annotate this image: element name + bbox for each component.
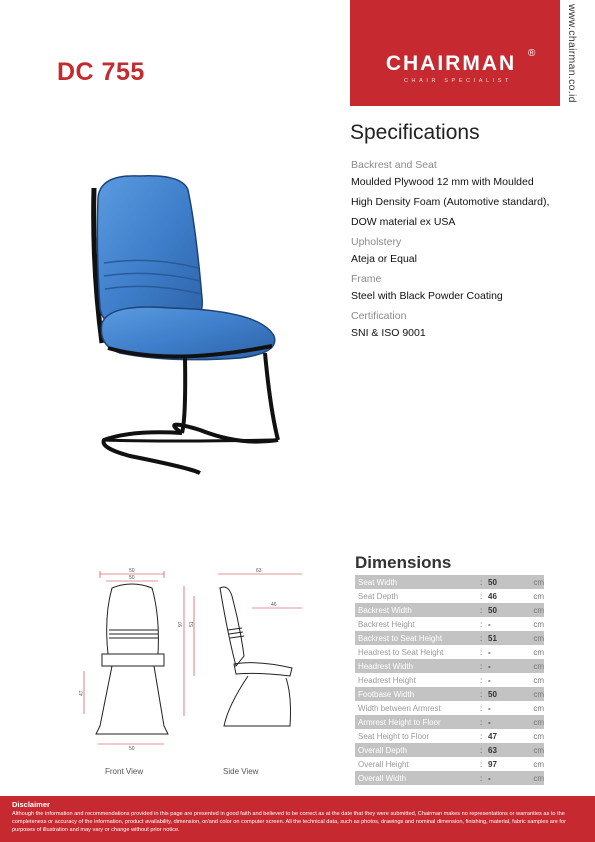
dimension-label: Backrest Height <box>358 619 415 629</box>
dimension-row <box>355 687 544 701</box>
dimension-label: Headrest to Seat Height <box>358 647 444 657</box>
dimension-label: Overall Height <box>358 759 409 769</box>
dimension-separator: : <box>480 717 483 727</box>
dimension-row <box>355 575 544 589</box>
dimension-value: 51 <box>488 633 497 643</box>
dimension-label: Headrest Width <box>358 661 414 671</box>
dimension-separator: : <box>480 731 483 741</box>
dimension-unit: cm <box>533 647 544 657</box>
front-base-label: 50 <box>129 746 135 752</box>
registered-mark: ® <box>528 48 536 59</box>
spec-label: Frame <box>351 273 382 285</box>
dimension-unit: cm <box>533 745 544 755</box>
dimension-unit: cm <box>533 577 544 587</box>
dimension-label: Overall Width <box>358 773 407 783</box>
specifications-list <box>351 158 576 346</box>
side-overall-height-label: 97 <box>178 621 184 627</box>
spec-value-line: Ateja or Equal <box>351 253 417 265</box>
dimension-row <box>355 771 544 785</box>
dimension-label: Overall Depth <box>358 745 407 755</box>
spec-value-line: SNI & ISO 9001 <box>351 327 426 339</box>
dimension-separator: : <box>480 605 483 615</box>
dimension-separator: : <box>480 773 483 783</box>
brand-logo-box <box>350 0 560 106</box>
dimension-value: 97 <box>488 759 497 769</box>
dimension-value: 47 <box>488 731 497 741</box>
dimension-row <box>355 729 544 743</box>
dimension-value: - <box>488 717 491 727</box>
dimension-unit: cm <box>533 619 544 629</box>
dimension-separator: : <box>480 675 483 685</box>
spec-label: Backrest and Seat <box>351 159 437 171</box>
dimension-separator: : <box>480 591 483 601</box>
dimension-separator: : <box>480 689 483 699</box>
dimension-value: 50 <box>488 577 497 587</box>
brand-name: CHAIRMAN <box>385 52 517 75</box>
disclaimer-bar <box>0 796 595 842</box>
dimension-separator: : <box>480 647 483 657</box>
dimension-label: Width between Armrest <box>358 703 441 713</box>
dimensions-title: Dimensions <box>355 553 452 572</box>
dimension-value: 50 <box>488 689 497 699</box>
dimension-row <box>355 757 544 771</box>
dimension-separator: : <box>480 759 483 769</box>
dimension-unit: cm <box>533 689 544 699</box>
dimension-unit: cm <box>533 633 544 643</box>
dimension-unit: cm <box>533 675 544 685</box>
dimension-row <box>355 701 544 715</box>
dimension-value: 46 <box>488 591 497 601</box>
spec-value <box>351 286 576 306</box>
brand-url[interactable]: www.chairman.co.id <box>566 4 578 103</box>
dimension-value: - <box>488 773 491 783</box>
spec-value <box>351 323 576 343</box>
spec-value <box>351 172 576 232</box>
product-model-title: DC 755 <box>57 58 145 86</box>
dimension-separator: : <box>480 633 483 643</box>
side-depth-label: 63 <box>256 568 262 574</box>
dimension-row <box>355 673 544 687</box>
dimension-value: - <box>488 675 491 685</box>
dimension-row <box>355 589 544 603</box>
dimension-label: Seat Depth <box>358 591 399 601</box>
dimensions-table <box>355 575 544 785</box>
dimension-unit: cm <box>533 661 544 671</box>
dimension-unit: cm <box>533 605 544 615</box>
dimension-label: Seat Width <box>358 577 398 587</box>
dimension-row <box>355 603 544 617</box>
dimension-unit: cm <box>533 773 544 783</box>
disclaimer-text: Although the information and recommendations provided in this page are presented in good faith and believed to be correct as at the date that they were submitted, Chairman makes no representations or warranties as to the completeness or accuracy of the information, product availability, dimension, or/and color on computer screen. All the technical data, such as photos, drawings and nominal dimension, finishing, material, fabric samples are for purposes of illustration and may vary or change without prior notice. <box>12 811 566 833</box>
dimension-separator: : <box>480 703 483 713</box>
front-width-label-2: 50 <box>129 575 135 581</box>
technical-drawings <box>78 566 318 781</box>
dimension-unit: cm <box>533 703 544 713</box>
dimension-value: - <box>488 661 491 671</box>
dimension-label: Backrest to Seat Height <box>358 633 443 643</box>
dimension-unit: cm <box>533 717 544 727</box>
dimension-value: - <box>488 619 491 629</box>
brand-tagline: CHAIR SPECIALIST <box>403 78 513 84</box>
spec-label: Upholstery <box>351 236 402 248</box>
dimension-separator: : <box>480 745 483 755</box>
side-backrest-height-label: 51 <box>189 621 195 627</box>
dimension-value: 50 <box>488 605 497 615</box>
dimension-row <box>355 743 544 757</box>
front-view-label: Front View <box>105 767 144 776</box>
dimension-value: - <box>488 647 491 657</box>
dimension-separator: : <box>480 577 483 587</box>
spec-value-line: High Density Foam (Automotive standard), <box>351 196 550 208</box>
dimension-label: Footbase Width <box>358 689 415 699</box>
spec-value-line: Moulded Plywood 12 mm with Moulded <box>351 176 534 188</box>
dimension-label: Backrest Width <box>358 605 412 615</box>
dimension-unit: cm <box>533 591 544 601</box>
side-view-label: Side View <box>223 767 259 776</box>
dimension-label: Seat Height to Floor <box>358 731 430 741</box>
dimension-separator: : <box>480 661 483 671</box>
dimension-label: Armrest Height to Floor <box>358 717 441 727</box>
dimension-row <box>355 659 544 673</box>
spec-value-line: Steel with Black Powder Coating <box>351 290 503 302</box>
dimension-row <box>355 645 544 659</box>
dimension-value: - <box>488 703 491 713</box>
dimension-label: Headrest Height <box>358 675 416 685</box>
spec-value <box>351 249 576 269</box>
side-seat-depth-label: 46 <box>271 602 277 608</box>
dimension-unit: cm <box>533 731 544 741</box>
dimension-row <box>355 631 544 645</box>
dimension-separator: : <box>480 619 483 629</box>
dimension-unit: cm <box>533 759 544 769</box>
chair-photo <box>90 168 300 498</box>
front-height-label: 47 <box>79 690 85 696</box>
spec-label: Certification <box>351 310 407 322</box>
dimension-row <box>355 617 544 631</box>
front-width-label-1: 50 <box>129 568 135 574</box>
spec-value-line: DOW material ex USA <box>351 216 456 228</box>
dimension-value: 63 <box>488 745 497 755</box>
disclaimer-title: Disclaimer <box>12 800 50 809</box>
dimension-row <box>355 715 544 729</box>
specifications-title: Specifications <box>350 121 480 144</box>
